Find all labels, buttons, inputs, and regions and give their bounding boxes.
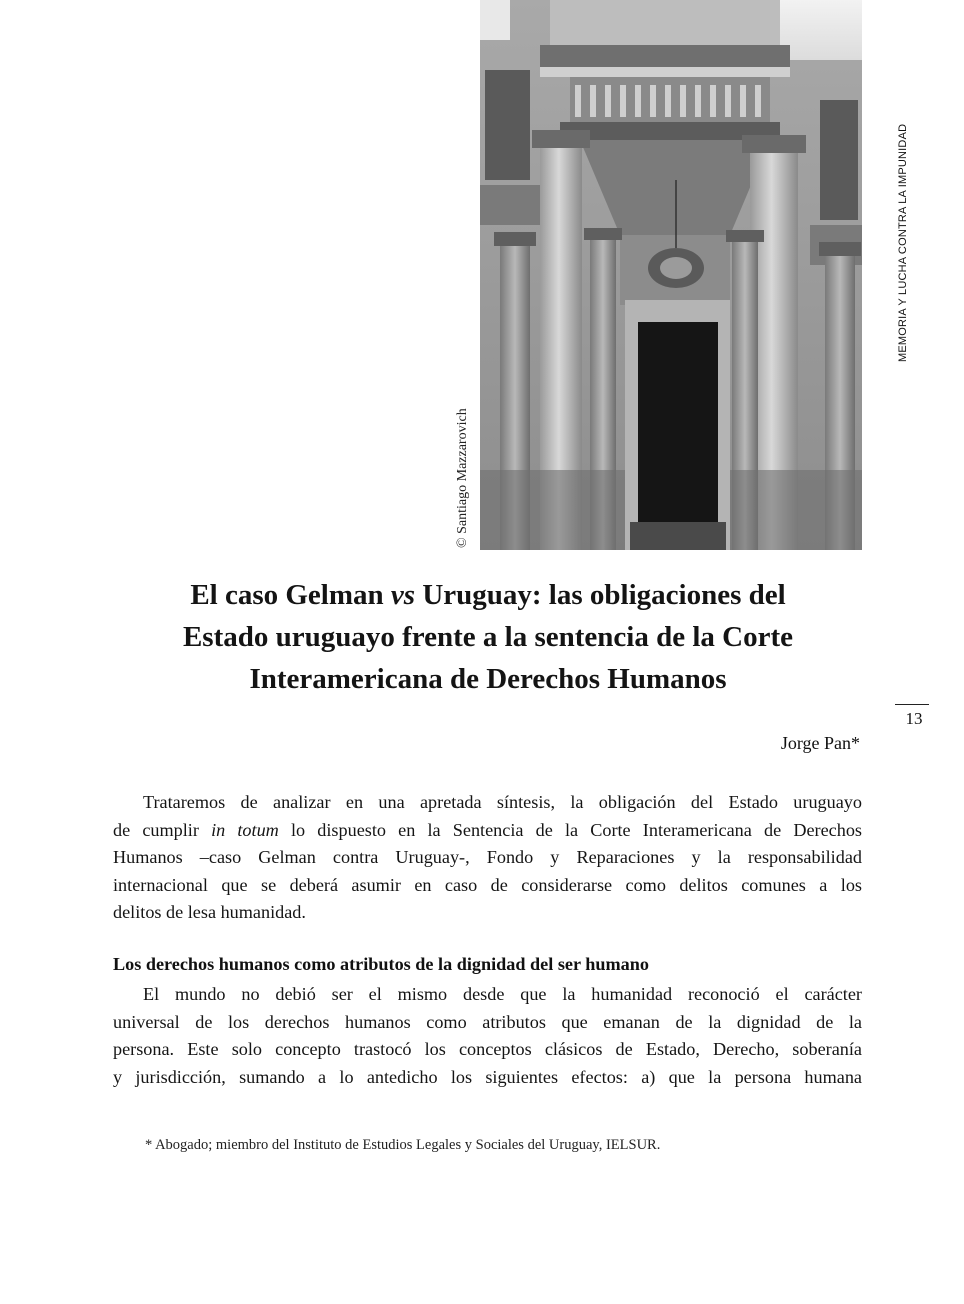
text-run: de cumplir [113,819,212,840]
title-line-1 [110,574,866,616]
paragraph-line [113,817,862,845]
title-text: Uruguay: las obligaciones del [415,579,786,611]
title-line-3: Interamericana de Derechos Humanos [249,663,727,695]
page-number-rule [895,704,929,705]
paragraph-line: delitos de lesa humanidad. [113,902,306,922]
paragraph-line: universal de los derechos humanos como atributos que emanan de la dignidad de la [113,1011,862,1032]
title-text: El caso Gelman [190,579,391,611]
paragraph-line: Humanos –caso Gelman contra Uruguay-, Fondo y Reparaciones y la responsabilidad [113,847,862,867]
article-title [110,574,866,700]
running-head: MEMORIA Y LUCHA CONTRA LA IMPUNIDAD [897,123,909,362]
footnote: * Abogado; miembro del Instituto de Estudios Legales y Sociales del Uruguay, IELSUR. [145,1137,661,1153]
title-line-2: Estado uruguayo frente a la sentencia de la Corte [182,621,794,653]
paragraph-line: internacional que se deberá asumir en caso de considerarse como delitos comunes a los [113,874,862,895]
paragraph-line: Trataremos de analizar en una apretada síntesis, la obligación del Estado uruguayo [143,792,862,812]
italic-term: in totum [211,819,279,840]
title-vs: vs [390,579,416,611]
text-run: lo dispuesto en la Sentencia de la Corte Interamericana de Derechos [278,819,862,840]
paragraph-line: persona. Este solo concepto trastocó los conceptos clásicos de Estado, Derecho, soberanía [113,1039,862,1059]
paragraph-line: y jurisdicción, sumando a lo antedicho los siguientes efectos: a) que la persona humana [113,1066,862,1087]
intro-paragraph [113,789,862,927]
section-paragraph [113,981,862,1091]
photo-credit: © Santiago Mazzarovich [455,408,470,548]
section-heading: Los derechos humanos como atributos de la dignidad del ser humano [113,954,649,974]
building-photo [480,0,862,550]
author-name: Jorge Pan* [780,733,860,753]
paragraph-line: El mundo no debió ser el mismo desde que la humanidad reconoció el carácter [143,984,862,1004]
page-number: 13 [905,709,923,728]
